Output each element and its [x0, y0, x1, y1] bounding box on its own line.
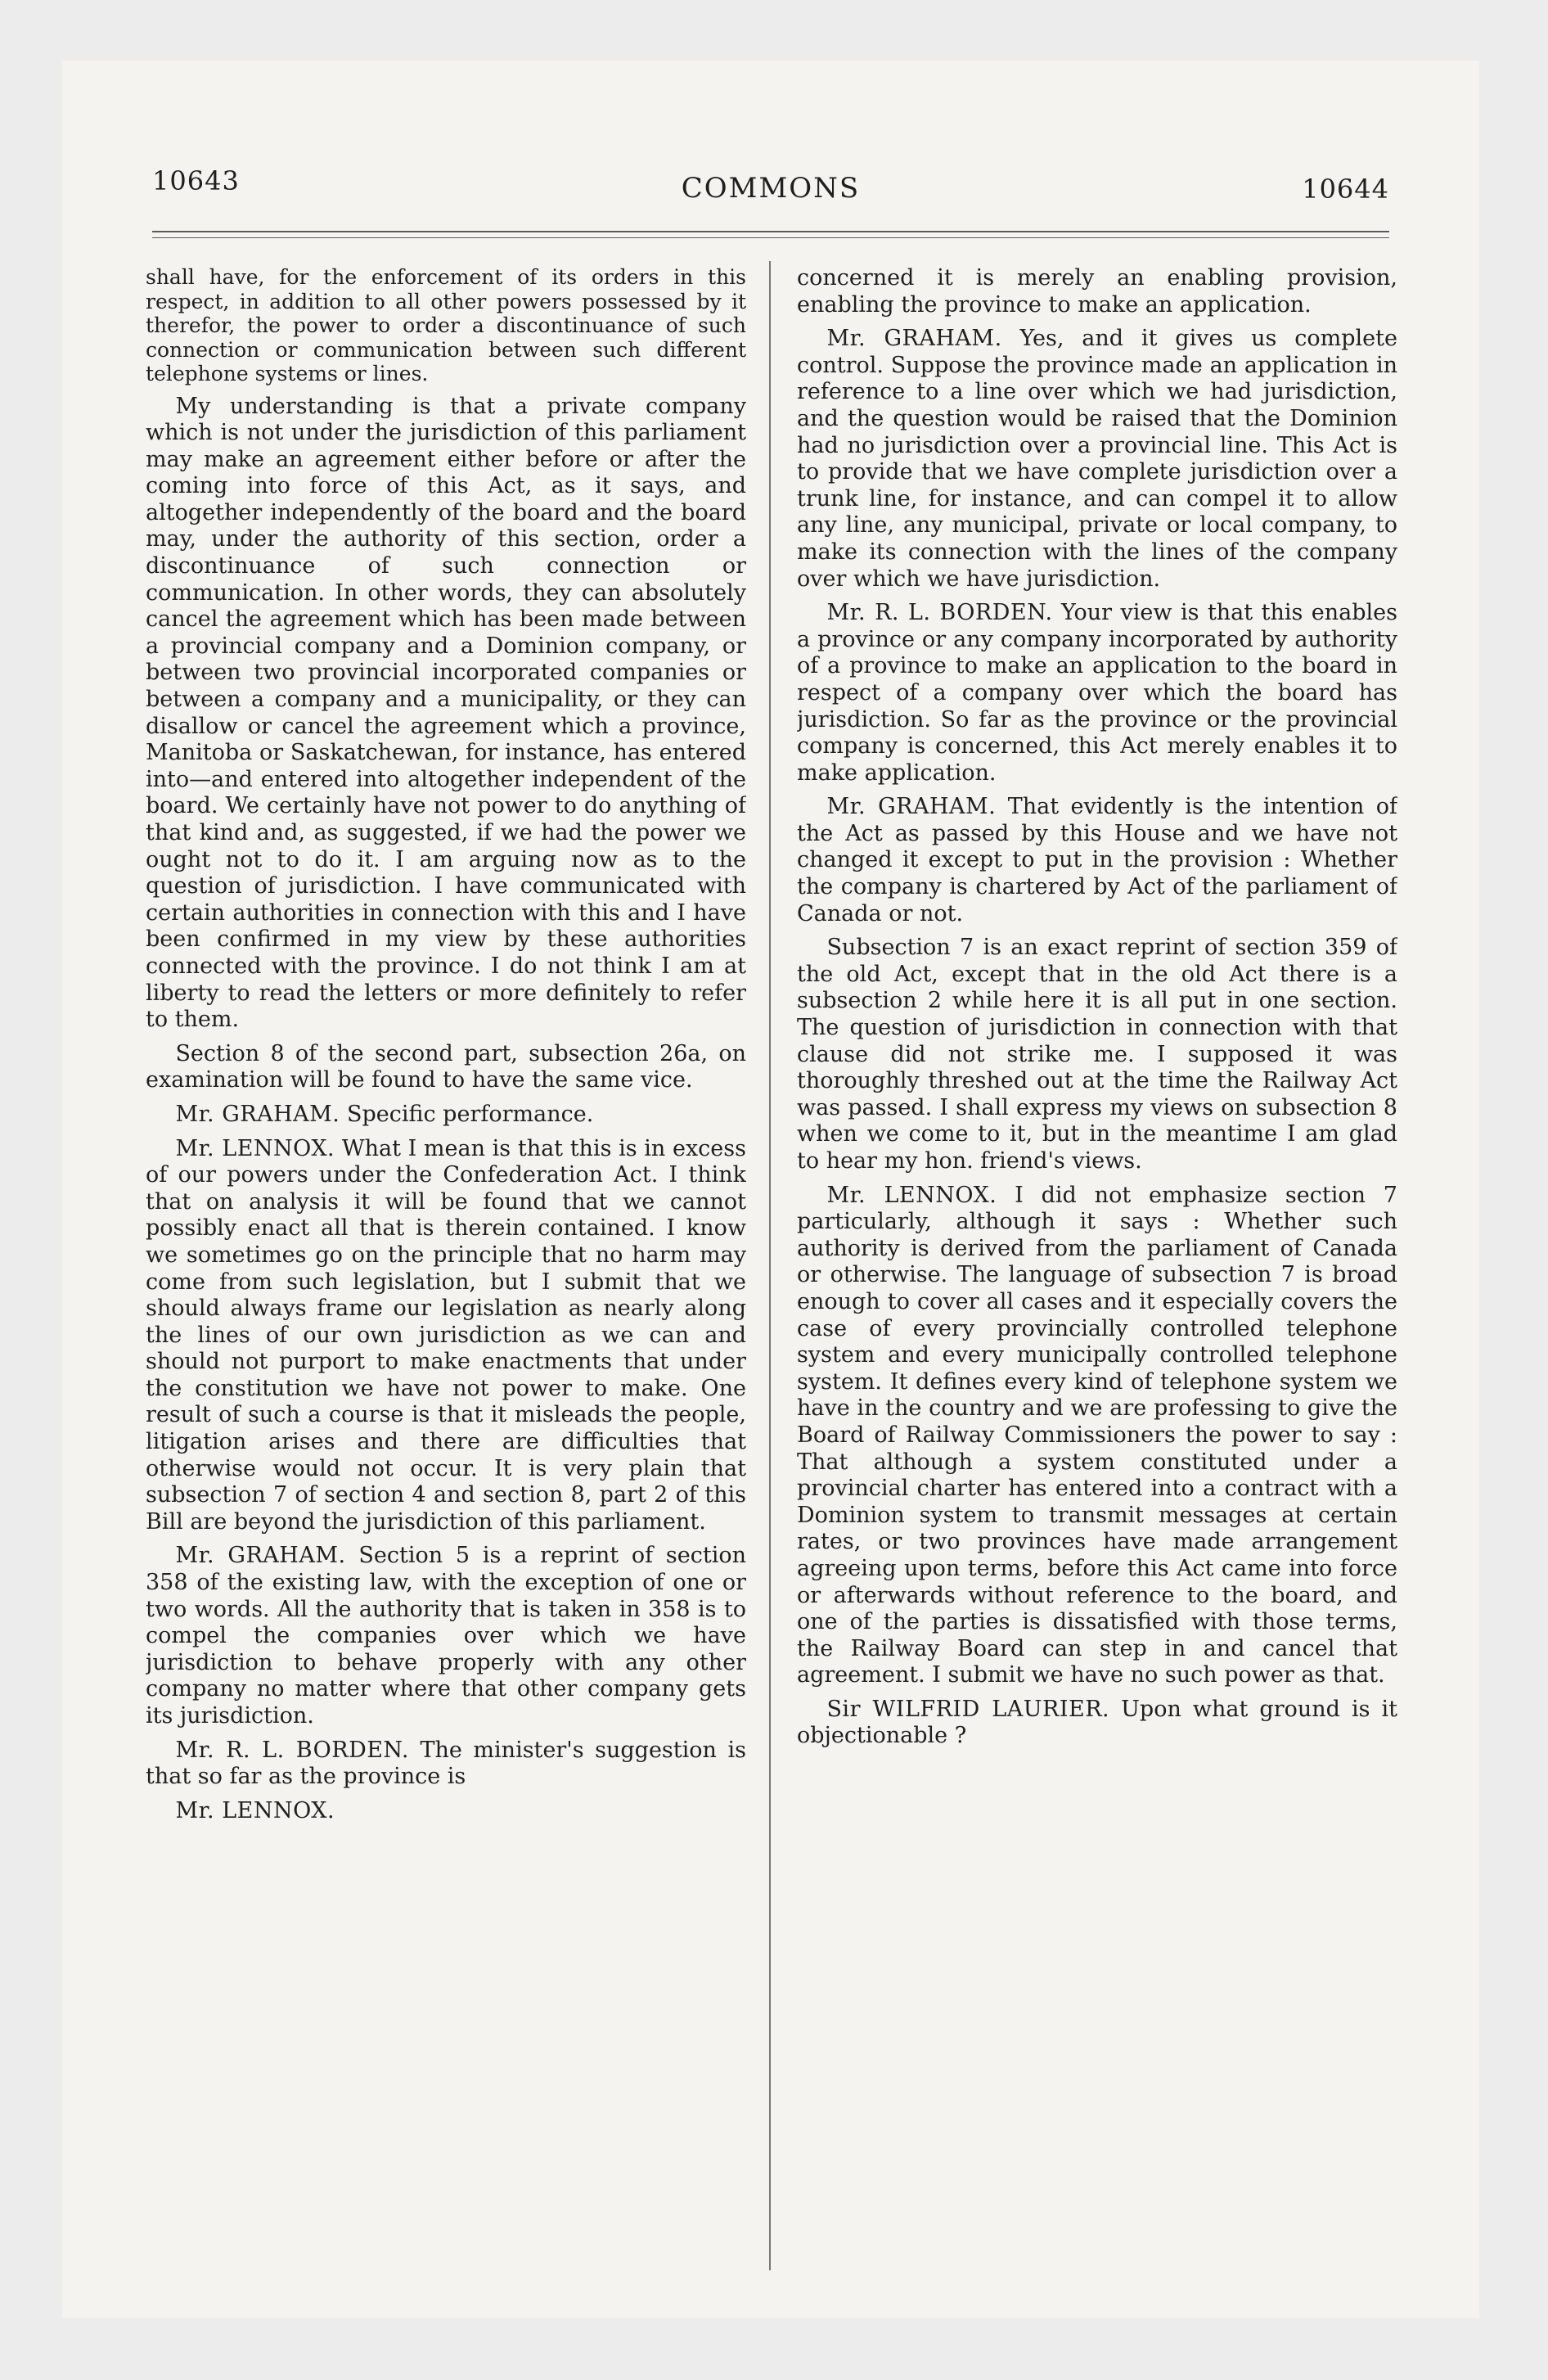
speaker-name: Mr. LENNOX. [826, 1182, 997, 1208]
speech-text: Upon what ground is it objectionable ? [797, 1696, 1397, 1749]
speech [797, 326, 1397, 593]
speech [797, 794, 1397, 927]
speech [146, 1102, 746, 1129]
speaker-name: Mr. GRAHAM. [826, 794, 997, 820]
left-column [146, 265, 746, 2270]
speech-text: Section 5 is a reprint of section 358 of the existing law, with the exception of one or two words. All the authority that is taken in 358 is to compel the companies over which we have jurisdiction to behave properly with any other company no matter where that other company gets its jurisdiction. [146, 1543, 746, 1729]
speaker-name: Mr. GRAHAM. [175, 1101, 340, 1127]
page-header [62, 61, 1479, 257]
speaker-name: Mr. GRAHAM. [175, 1543, 346, 1569]
paragraph: concerned it is merely an enabling provision, enabling the province to make an application. [797, 265, 1397, 318]
paragraph: Subsection 7 is an exact reprint of section 359 of the old Act, except that in the old Act there is a subsection 2 while here it is all put in one section. The question of jurisdiction in connection with that clause did not strike me. I supposed it was thoroughly threshed out at the time the Railway Act was passed. I shall express my views on subsection 8 when we come to it, but in the meantime I am glad to hear my hon. friend's views. [797, 935, 1397, 1174]
speaker-name: Mr. GRAHAM. [826, 326, 1002, 352]
speech [146, 1738, 746, 1791]
speaker-name: Mr. LENNOX. [175, 1797, 335, 1823]
speaker-name: Sir WILFRID LAURIER. [826, 1696, 1110, 1722]
speech [146, 1543, 746, 1729]
speech [146, 1798, 746, 1825]
speech-text: What I mean is that this is in excess of our powers under the Confederation Act. I think that on analysis it will be found that we cannot possibly enact all that is therein contained. I know we sometimes go on the principle that no harm may come from such legislation, but I submit that we should always frame our legislation as nearly along the lines of our own jurisdiction as we can and should not purport to make enactments that under the constitution we have not power to make. One result of such a course is that it misleads the people, litigation arises and there are difficulties that otherwise would not occur. It is very plain that subsection 7 of section 4 and section 8, part 2 of this Bill are beyond the jurisdiction of this parliament. [146, 1135, 746, 1535]
speaker-name: Mr. LENNOX. [175, 1135, 335, 1161]
right-column [797, 265, 1397, 2270]
speech [797, 1183, 1397, 1689]
speech-text: Specific performance. [346, 1101, 594, 1127]
speech [146, 1136, 746, 1536]
page-number-left: 10643 [152, 165, 240, 196]
paragraph: shall have, for the enforcement of its orders in this respect, in addition to all other powers possessed by it therefor, the power to order a discontinuance of such connection or communication between such different telephone systems or lines. [146, 265, 746, 385]
header-rule-top [152, 231, 1389, 232]
speech-text: I did not emphasize section 7 particularly, although it says : Whether such authority is derived from the parliament of Canada or otherwise. The language of subsection 7 is broad enough to cover all cases and it especially covers the case of every provincially controlled telephone system and every municipally controlled telephone system. It defines every kind of telephone system we have in the country and we are professing to give the Board of Railway Commissioners the power to say : That although a system constituted under a provincial charter has entered into a contract with a Dominion system to transmit messages at certain rates, or two provinces have made arrangement agreeing upon terms, before this Act came into force or afterwards without reference to the board, and one of the parties is dissatisfied with those terms, the Railway Board can step in and cancel that agreement. I submit we have no such power as that. [797, 1182, 1397, 1688]
page-number-right: 10644 [1302, 174, 1389, 205]
header-rule-bottom [152, 237, 1389, 238]
paragraph: My understanding is that a private company which is not under the jurisdiction of this parliament may make an agreement either before or after the coming into force of this Act, as it says, and altogether independently of the board and the board may, under the authority of this section, order a discontinuance of such connection or communication. In other words, they can absolutely cancel the agreement which has been made between a provincial company and a Dominion company, or between two provincial incorporated companies or between a company and a municipality, or they can disallow or cancel the agreement which a province, Manitoba or Saskatchewan, for instance, has entered into—and entered into altogether independent of the board. We certainly have not power to do anything of that kind and, as suggested, if we had the power we ought not to do it. I am arguing now as to the question of jurisdiction. I have communicated with certain authorities in connection with this and I have been confirmed in my view by these authorities connected with the province. I do not think I am at liberty to read the letters or more definitely to refer to them. [146, 393, 746, 1033]
speech-text: Your view is that this enables a province or any company incorporated by authority of a province to make an application to the board in respect of a company over which the board has jurisdiction. So far as the province or the provincial company is concerned, this Act merely enables it to make application. [797, 600, 1397, 786]
paragraph: Section 8 of the second part, subsection 26a, on examination will be found to have the same vice. [146, 1040, 746, 1093]
hansard-page [62, 61, 1479, 2318]
speech-text: That evidently is the intention of the Act as passed by this House and we have not changed it except to put in the provision : Whether the company is chartered by Act of the parliament of Canada or not. [797, 794, 1397, 926]
speaker-name: Mr. R. L. BORDEN. [175, 1737, 409, 1763]
speech-text: The minister's suggestion is that so far as the province is [146, 1737, 746, 1790]
speech [797, 600, 1397, 787]
speaker-name: Mr. R. L. BORDEN. [826, 600, 1053, 626]
speech [797, 1697, 1397, 1750]
speech-text: Yes, and it gives us complete control. Suppose the province made an application in reference to a line over which we had jurisdiction, and the question would be raised that the Dominion had no jurisdiction over a provincial line. This Act is to provide that we have complete jurisdiction over a trunk line, for instance, and can compel it to allow any line, any municipal, private or local company, to make its connection with the lines of the company over which we have jurisdiction. [797, 326, 1397, 592]
page-title: COMMONS [681, 172, 861, 205]
column-divider [769, 261, 771, 2270]
